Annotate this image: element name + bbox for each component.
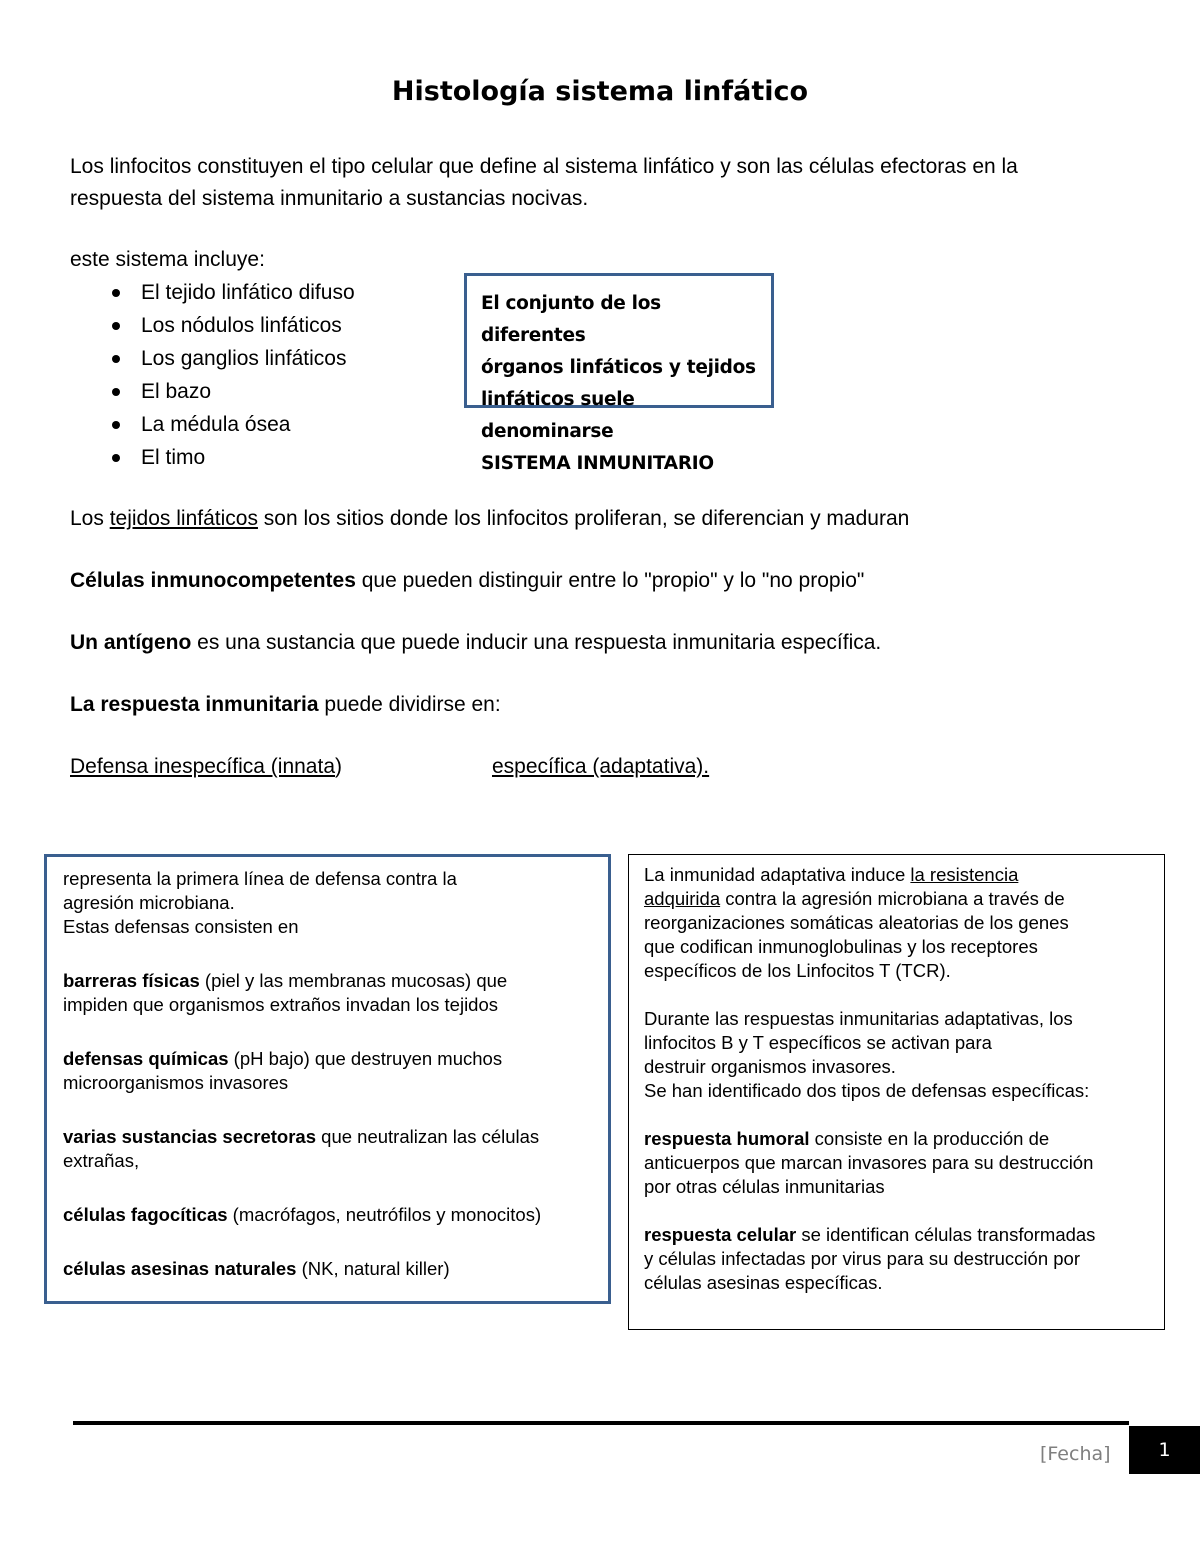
text: Se han identificado dos tipos de defensas específicas: <box>644 1080 1090 1101</box>
adaptive-immunity-box <box>628 854 1165 1330</box>
list-item: El tejido linfático difuso <box>70 276 355 309</box>
term: defensas químicas <box>63 1048 229 1069</box>
text: puede dividirse en: <box>318 693 501 716</box>
text: impiden que organismos extraños invadan los tejidos <box>63 994 499 1015</box>
callout-line: órganos linfáticos y tejidos <box>481 357 756 378</box>
text: microorganismos invasores <box>63 1072 289 1093</box>
system-includes-label: este sistema incluye: <box>70 248 265 271</box>
text: Los <box>70 507 110 530</box>
term-respuesta: La respuesta inmunitaria <box>70 693 319 716</box>
text: contra la agresión microbiana a través de <box>720 888 1065 909</box>
adaptive-defense-heading: específica (adaptativa). <box>492 755 710 778</box>
innate-label: Defensa inespecífica (innata <box>70 755 335 778</box>
term-antigeno: Un antígeno <box>70 631 192 654</box>
intro-paragraph <box>70 151 1150 215</box>
text: agresión microbiana. <box>63 892 235 913</box>
text: extrañas, <box>63 1150 140 1171</box>
text: reorganizaciones somáticas aleatorias de los genes <box>644 912 1069 933</box>
humoral-response-item <box>644 1127 1150 1151</box>
text: es una sustancia que puede inducir una respuesta inmunitaria específica. <box>191 631 882 654</box>
text: (pH bajo) que destruyen muchos <box>228 1048 503 1069</box>
chemical-defenses-item <box>63 1047 594 1071</box>
list-item: Los nódulos linfáticos <box>70 309 355 342</box>
text: Estas defensas consisten en <box>63 916 299 937</box>
term-celulas: Células inmunocompetentes <box>70 569 356 592</box>
list-item: Los ganglios linfáticos <box>70 342 355 375</box>
text: que pueden distinguir entre lo "propio" y lo "no propio" <box>355 569 865 592</box>
text: se identifican células transformadas <box>796 1224 1096 1245</box>
physical-barriers-item <box>63 969 594 993</box>
nk-cells-item <box>63 1257 594 1281</box>
antigen-paragraph <box>70 627 881 659</box>
innate-defense-box <box>44 854 611 1304</box>
text: y células infectadas por virus para su destrucción por <box>644 1248 1080 1269</box>
immune-system-callout <box>464 273 774 474</box>
immune-response-paragraph <box>70 689 501 721</box>
text: destruir organismos invasores. <box>644 1056 896 1077</box>
page-title: Histología sistema linfático <box>391 76 809 107</box>
term: adquirida <box>644 888 721 909</box>
term: varias sustancias secretoras <box>63 1126 317 1147</box>
term-tejidos: tejidos linfáticos <box>109 507 258 530</box>
text: (piel y las membranas mucosas) que <box>199 970 508 991</box>
phagocytic-cells-item <box>63 1203 594 1227</box>
text: Durante las respuestas inmunitarias adaptativas, los <box>644 1008 1073 1029</box>
text: anticuerpos que marcan invasores para su destrucción <box>644 1152 1094 1173</box>
text: consiste en la producción de <box>809 1128 1050 1149</box>
text: células asesinas específicas. <box>644 1272 883 1293</box>
term: células asesinas naturales <box>63 1258 297 1279</box>
intro-line-1: Los linfocitos constituyen el tipo celular que define al sistema linfático y son las células efectoras en la <box>70 155 1018 178</box>
list-item: El timo <box>70 441 355 474</box>
callout-line: linfáticos suele denominarse <box>481 389 635 442</box>
text: específicos de los Linfocitos T (TCR). <box>644 960 951 981</box>
secretory-substances-item <box>63 1125 594 1149</box>
term: células fagocíticas <box>63 1204 228 1225</box>
list-item: El bazo <box>70 375 355 408</box>
text: (macrófagos, neutrófilos y monocitos) <box>227 1204 542 1225</box>
term: barreras físicas <box>63 970 200 991</box>
lymphatic-components-list <box>70 276 355 474</box>
intro-line-2: respuesta del sistema inmunitario a sustancias nocivas. <box>70 187 589 210</box>
text: La inmunidad adaptativa induce <box>644 864 911 885</box>
callout-line: El conjunto de los diferentes <box>481 293 661 346</box>
footer-date: [Fecha] <box>1040 1443 1111 1465</box>
immunocompetent-paragraph <box>70 565 864 597</box>
innate-defense-heading <box>70 751 342 783</box>
text <box>644 863 1150 887</box>
text: linfocitos B y T específicos se activan para <box>644 1032 992 1053</box>
text <box>644 887 1150 911</box>
text: representa la primera línea de defensa contra la <box>63 868 457 889</box>
page-number: 1 <box>1129 1426 1200 1474</box>
term: la resistencia <box>910 864 1019 885</box>
cellular-response-item <box>644 1223 1150 1247</box>
callout-line: SISTEMA INMUNITARIO <box>481 453 714 474</box>
text: son los sitios donde los linfocitos proliferan, se diferencian y maduran <box>257 507 910 530</box>
text: que neutralizan las células <box>316 1126 540 1147</box>
list-item: La médula ósea <box>70 408 355 441</box>
footer-rule <box>73 1421 1129 1425</box>
text: que codifican inmunoglobulinas y los receptores <box>644 936 1038 957</box>
lymphatic-tissues-paragraph <box>70 503 909 535</box>
term: respuesta celular <box>644 1224 797 1245</box>
text: ) <box>335 755 342 778</box>
text: (NK, natural killer) <box>296 1258 450 1279</box>
term: respuesta humoral <box>644 1128 810 1149</box>
text: por otras células inmunitarias <box>644 1176 885 1197</box>
